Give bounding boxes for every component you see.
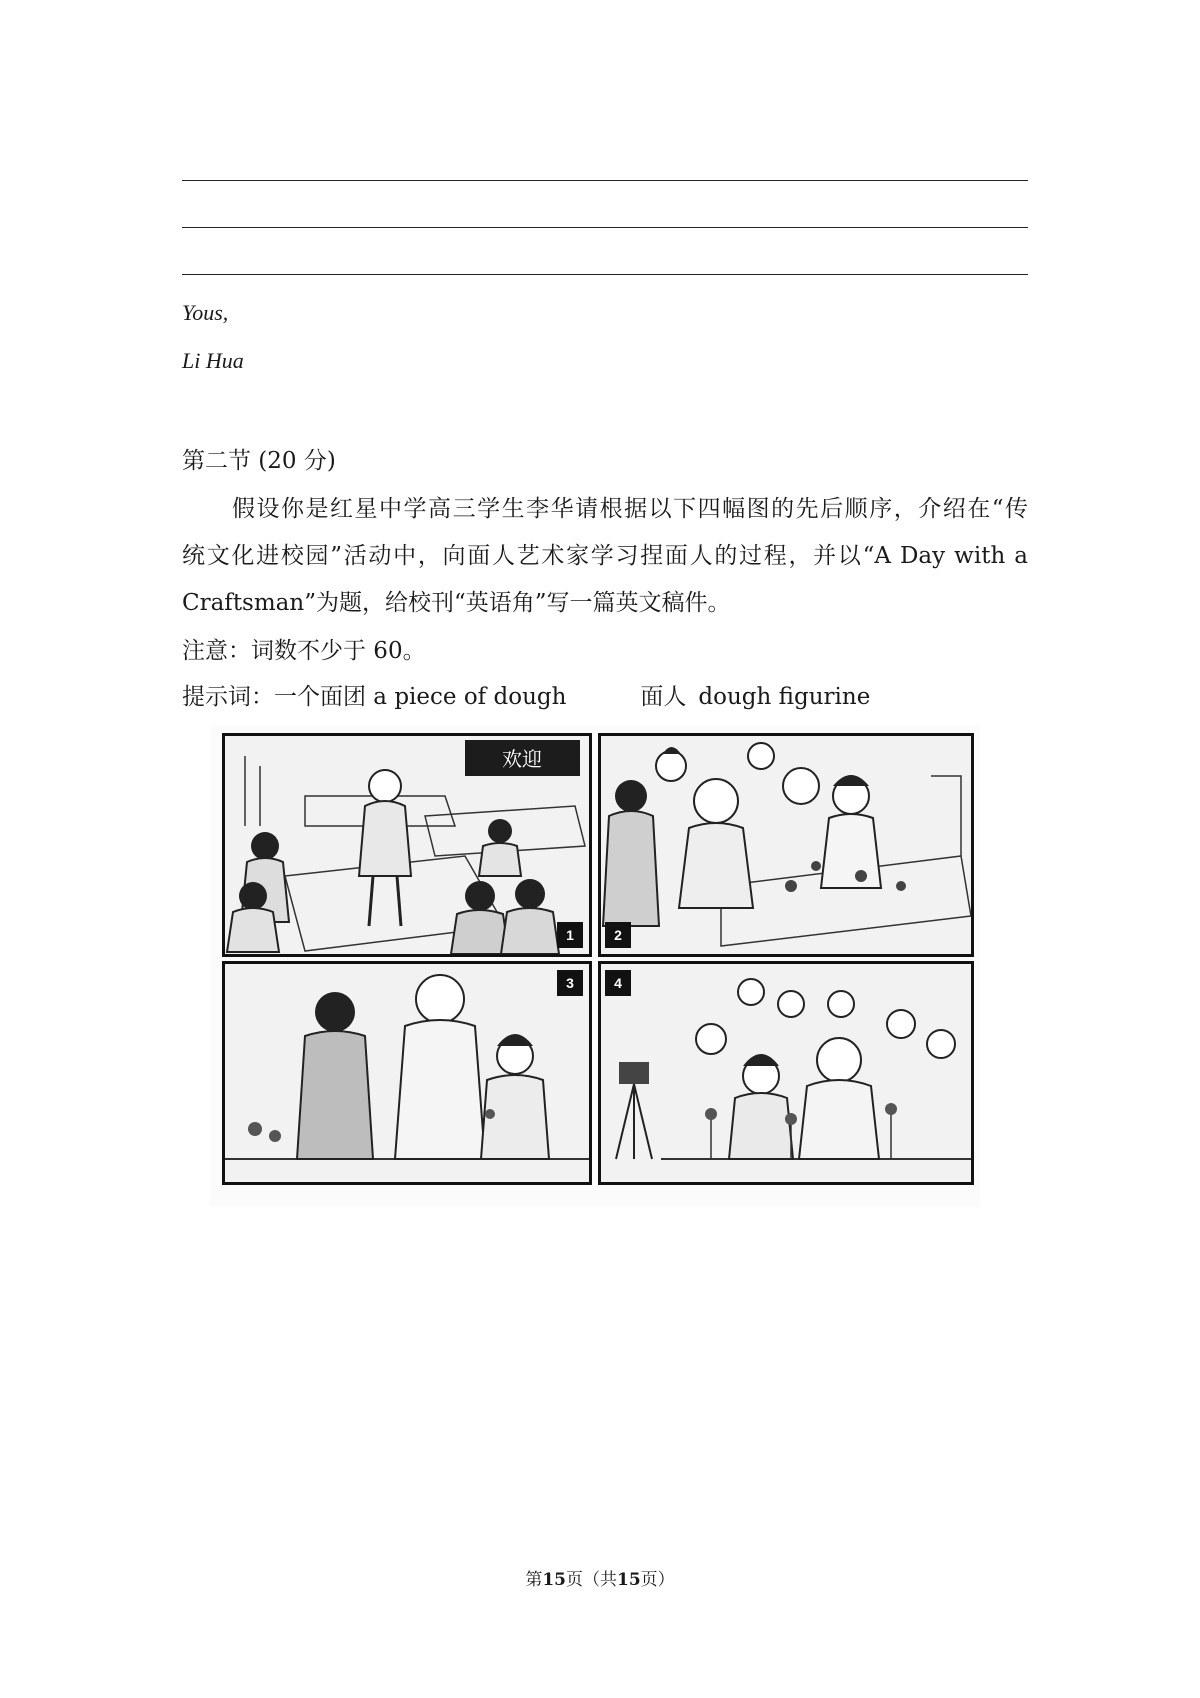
hint-item-figurine-en: dough figurine <box>698 684 871 710</box>
panel-number-1: 1 <box>557 922 583 948</box>
word-count-note: 注意：词数不少于 60。 <box>182 638 426 664</box>
demonstration-scene-image <box>601 736 971 954</box>
hint-item-figurine-cn: 面人 <box>640 684 687 710</box>
answer-line <box>182 274 1028 275</box>
answer-line <box>182 180 1028 181</box>
panel-number-2: 2 <box>605 922 631 948</box>
footer-total-pages: 15 <box>617 1570 641 1590</box>
comic-panel-4 <box>598 961 974 1185</box>
footer-suffix: 页） <box>640 1570 675 1590</box>
footer-page-number: 15 <box>542 1570 566 1590</box>
letter-closing: Yous, <box>182 300 229 325</box>
classroom-scene-image <box>225 736 589 954</box>
panel-number-3: 3 <box>557 970 583 996</box>
hint-words <box>182 678 870 711</box>
footer-prefix: 第 <box>525 1570 543 1590</box>
paragraph-line: 统文化进校园”活动中，向面人艺术家学习捏面人的过程，并以“A Day with a <box>182 543 1028 569</box>
answer-line <box>182 227 1028 228</box>
section-heading: 第二节 (20 分) <box>182 448 336 474</box>
task-paragraph <box>182 490 1028 630</box>
paragraph-line: 假设你是红星中学高三学生李华请根据以下四幅图的先后顺序，介绍在“传 <box>232 496 1028 522</box>
page-footer <box>0 1565 1200 1590</box>
paragraph-line: Craftsman”为题，给校刊“英语角”写一篇英文稿件。 <box>182 590 731 616</box>
hint-item-dough: 一个面团 a piece of dough <box>274 684 567 710</box>
panel-number-4: 4 <box>605 970 631 996</box>
comic-panel-1 <box>222 733 592 957</box>
group-photo-scene-image <box>601 964 971 1182</box>
comic-panel-3 <box>222 961 592 1185</box>
letter-signature: Li Hua <box>182 348 244 373</box>
comic-illustration <box>210 725 980 1207</box>
comic-panel-2 <box>598 733 974 957</box>
hint-label: 提示词： <box>182 684 274 710</box>
footer-middle: 页（共 <box>566 1570 617 1590</box>
learning-scene-image <box>225 964 589 1182</box>
blackboard-text: 欢迎 <box>502 747 542 771</box>
